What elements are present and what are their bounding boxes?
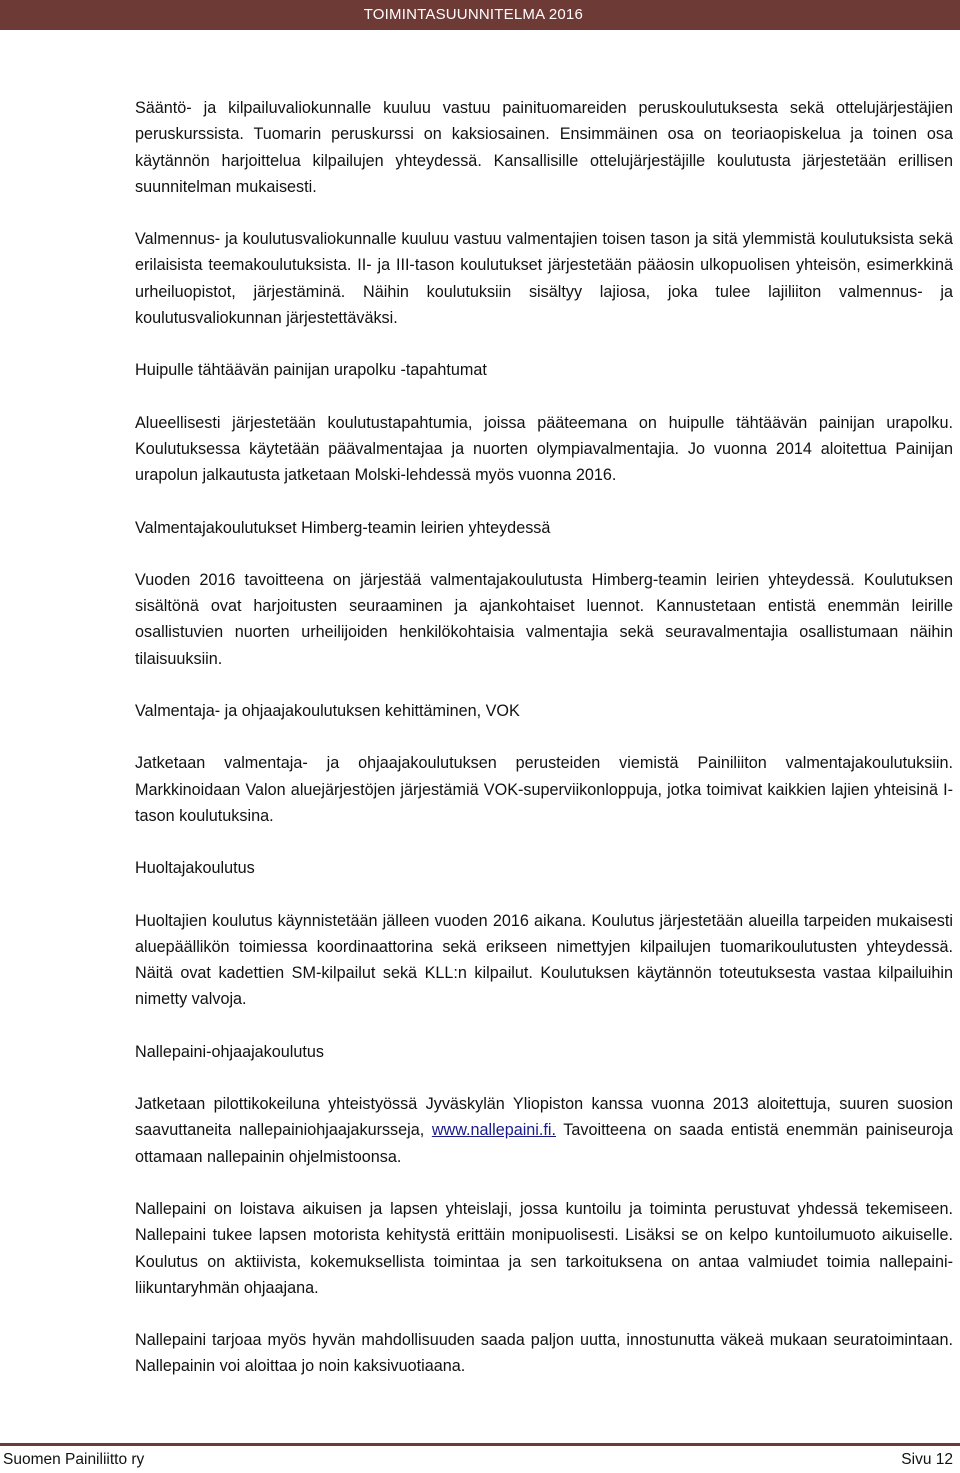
footer-divider [0,1443,960,1446]
paragraph: Huoltajien koulutus käynnistetään jälleen vuoden 2016 aikana. Koulutus järjestetään alueilla tarpeiden mukaisesti aluepäällikön toimiessa koordinaattorina sekä erikseen nimettyjen kilpailujen tuomarikoulutusten yhteydessä. Näitä ovat kadettien SM-kilpailut sekä KLL:n kilpailut. Koulutuksen käytännön toteutuksesta vastaa kilpailuihin nimetty valvoja. [135,911,953,1009]
paragraph-text: Tavoitteena on saada entistä enemmän painiseuroja ottamaan nallepainin ohjelmistoonsa. [135,1121,953,1166]
paragraph: Nallepaini on loistava aikuisen ja lapsen yhteislaji, jossa kuntoilu ja toiminta perustuvat yhdessä tekemiseen. Nallepaini tukee lapsen motorista kehitystä erittäin monipuolisesti. Lisäksi se on kelpo kuntoilumuoto aikuiselle. Koulutus on aktiivista, kokemuksellista toimintaa ja sen tarkoituksena on antaa valmiudet toimia nallepaini-liikuntaryhmän ohjaajana. [135,1199,953,1297]
header-band [0,0,960,30]
section-heading: Huoltajakoulutus [135,859,255,878]
section-heading: Valmentaja- ja ohjaajakoulutuksen kehittäminen, VOK [135,702,520,721]
page-number: Sivu 12 [901,1451,953,1468]
paragraph: Nallepaini tarjoaa myös hyvän mahdollisuuden saada paljon uutta, innostunutta väkeä mukaan seuratoimintaan. Nallepainin voi aloittaa jo noin kaksivuotiaana. [135,1331,953,1376]
paragraph: Alueellisesti järjestetään koulutustapahtumia, joissa pääteemana on huipulle tähtäävän painijan urapolku. Koulutuksessa käytetään päävalmentajaa ja nuorten olympiavalmentajia. Jo vuonna 2014 aloitettua Painijan urapolun jalkautusta jatketaan Molski-lehdessä myös vuonna 2016. [135,413,953,485]
paragraph [135,1091,953,1170]
section-heading: Valmentajakoulutukset Himberg-teamin leirien yhteydessä [135,518,551,537]
paragraph: Sääntö- ja kilpailuvaliokunnalle kuuluu vastuu painituomareiden peruskoulutuksesta sekä ottelujärjestäjien peruskurssista. Tuomarin peruskurssi on kaksiosainen. Ensimmäinen osa on teoriaopiskelua ja toinen osa käytännön harjoittelua kilpailujen yhteydessä. Kansallisille ottelujärjestäjille koulutusta järjestetään erillisen suunnitelman mukaisesti. [135,99,953,196]
nallepaini-link[interactable]: www.nallepaini.fi. [431,1121,556,1140]
footer-organization: Suomen Painiliitto ry [3,1451,145,1468]
paragraph-text: Jatketaan pilottikokeiluna yhteistyössä Jyväskylän Yliopiston kanssa vuonna 2013 aloitettuja, suuren suosion saavuttaneita nallepainiohjaajakursseja, [135,1095,953,1140]
document-title: TOIMINTASUUNNITELMA 2016 [363,6,583,23]
paragraph: Vuoden 2016 tavoitteena on järjestää valmentajakoulutusta Himberg-teamin leirien yhteydessä. Koulutuksen sisältönä ovat harjoitusten seuraaminen ja ajankohtaiset luennot. Kannustetaan entistä enemmän leirille osallistuvien nuorten urheilijoiden henkilökohtaisia valmentajia sekä seuravalmentajia osallistumaan näihin tilaisuuksiin. [135,570,953,668]
document-body [135,95,953,1380]
paragraph: Valmennus- ja koulutusvaliokunnalle kuuluu vastuu valmentajien toisen tason ja sitä ylemmistä koulutuksista sekä erilaisista teemakoulutuksista. II- ja III-tason koulutukset järjestetään pääosin ulkopuolisen yhteisön, esimerkkinä urheiluopistot, järjestäminä. Näihin koulutuksiin sisältyy lajiosa, joka tulee lajiliiton valmennus- ja koulutusvaliokunnan järjestettäväksi. [135,230,953,328]
paragraph: Jatketaan valmentaja- ja ohjaajakoulutuksen perusteiden viemistä Painiliiton valmentajakoulutuksiin. Markkinoidaan Valon aluejärjestöjen järjestämiä VOK-superviikonloppuja, jotka toimivat kaikkien lajien yhteisinä I-tason koulutuksina. [135,754,953,825]
section-heading: Nallepaini-ohjaajakoulutus [135,1042,324,1061]
section-heading: Huipulle tähtäävän painijan urapolku -tapahtumat [135,361,487,380]
